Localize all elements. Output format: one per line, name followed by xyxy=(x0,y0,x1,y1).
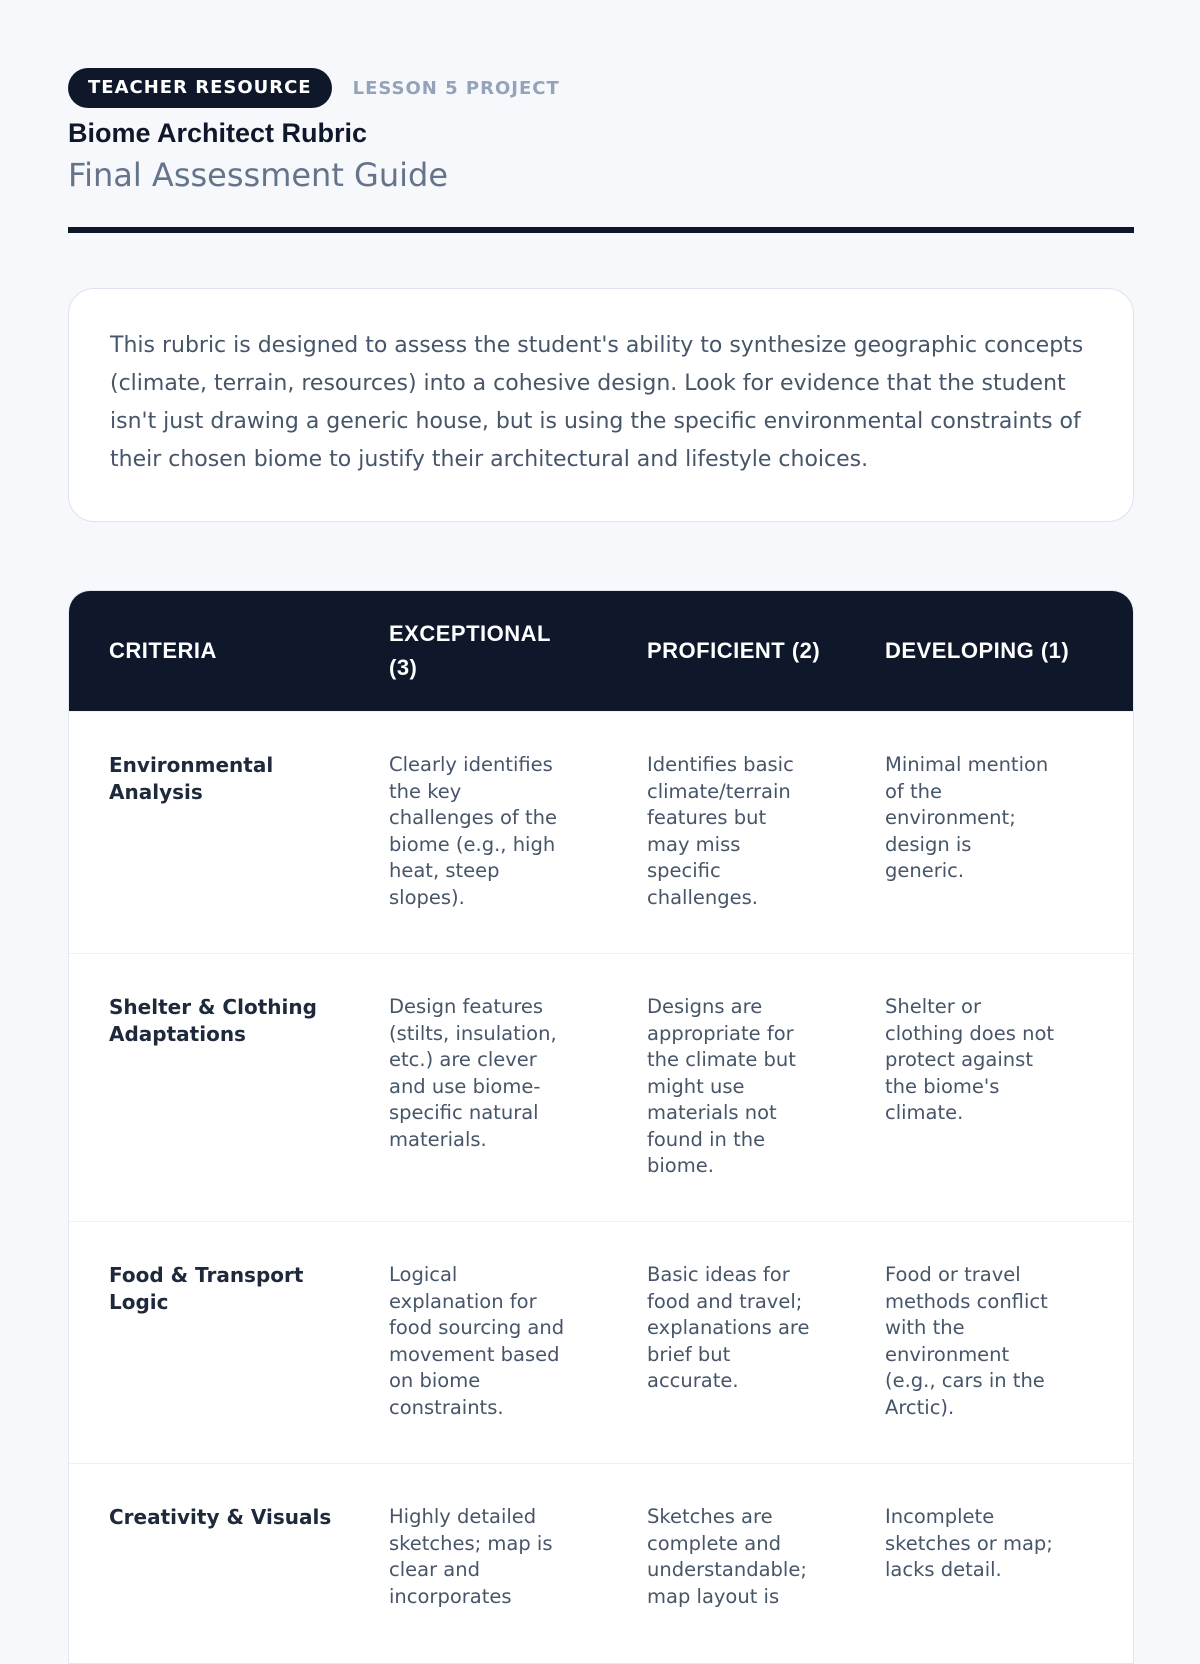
intro-card xyxy=(68,288,1134,522)
proficient-cell xyxy=(647,1262,885,1395)
exceptional-description: Design features (stilts, insulation, etc.) are clever and use biome-specific natural materials. xyxy=(389,995,557,1151)
proficient-description: Designs are appropriate for the climate but might use materials not found in the biome. xyxy=(647,995,796,1177)
proficient-description: Sketches are complete and understandable; map layout is xyxy=(647,1505,807,1608)
exceptional-cell xyxy=(389,752,647,911)
header-label-developing: DEVELOPING (1) xyxy=(885,638,1070,663)
criterion-label: Food & Transport Logic xyxy=(109,1263,304,1314)
header-cell-exceptional xyxy=(389,617,647,685)
proficient-description: Identifies basic climate/terrain features but may miss specific challenges. xyxy=(647,753,794,909)
criterion-cell xyxy=(69,752,389,806)
table-row xyxy=(69,1463,1133,1663)
criterion-cell xyxy=(69,1504,389,1531)
table-row xyxy=(69,1221,1133,1463)
exceptional-cell xyxy=(389,1262,647,1421)
page-subtitle: Final Assessment Guide xyxy=(68,156,449,194)
exceptional-cell xyxy=(389,994,647,1153)
header-cell-proficient xyxy=(647,634,885,668)
header-label-exceptional: EXCEPTIONAL (3) xyxy=(389,621,551,680)
criterion-label: Creativity & Visuals xyxy=(109,1505,332,1529)
proficient-cell xyxy=(647,752,885,911)
developing-description: Incomplete sketches or map; lacks detail. xyxy=(885,1505,1053,1581)
developing-cell xyxy=(885,1262,1133,1421)
developing-description: Food or travel methods conflict with the environment (e.g., cars in the Arctic). xyxy=(885,1263,1048,1419)
developing-cell xyxy=(885,994,1133,1127)
page-title: Biome Architect Rubric xyxy=(68,118,368,148)
teacher-resource-badge: TEACHER RESOURCE xyxy=(68,68,332,108)
header-divider xyxy=(68,227,1134,233)
header-top xyxy=(68,68,560,108)
rubric-header-row xyxy=(69,591,1133,711)
developing-description: Shelter or clothing does not protect against the biome's climate. xyxy=(885,995,1055,1124)
exceptional-description: Highly detailed sketches; map is clear and incorporates xyxy=(389,1505,553,1608)
table-row xyxy=(69,711,1133,953)
header-label-criteria: CRITERIA xyxy=(109,638,217,663)
exceptional-description: Clearly identifies the key challenges of the biome (e.g., high heat, steep slopes). xyxy=(389,753,557,909)
intro-text: This rubric is designed to assess the student's ability to synthesize geographic concepts (climate, terrain, resources) into a cohesive design. Look for evidence that the student isn't just drawing a generic house, but is using the specific environmental constraints of their chosen biome to justify their architectural and lifestyle choices. xyxy=(110,333,1084,472)
proficient-cell xyxy=(647,1504,885,1610)
exceptional-cell xyxy=(389,1504,647,1610)
criterion-label: Environmental Analysis xyxy=(109,753,274,804)
header-cell-criteria xyxy=(69,634,389,668)
exceptional-description: Logical explanation for food sourcing and movement based on biome constraints. xyxy=(389,1263,565,1419)
developing-cell xyxy=(885,1504,1133,1584)
criterion-cell xyxy=(69,1262,389,1316)
lesson-label: LESSON 5 PROJECT xyxy=(352,77,560,99)
proficient-description: Basic ideas for food and travel; explanations are brief but accurate. xyxy=(647,1263,810,1392)
table-row xyxy=(69,953,1133,1221)
criterion-cell xyxy=(69,994,389,1048)
header-cell-developing xyxy=(885,634,1133,668)
criterion-label: Shelter & Clothing Adaptations xyxy=(109,995,317,1046)
developing-cell xyxy=(885,752,1133,885)
rubric-table xyxy=(68,590,1134,1664)
proficient-cell xyxy=(647,994,885,1180)
developing-description: Minimal mention of the environment; design is generic. xyxy=(885,753,1049,882)
header-label-proficient: PROFICIENT (2) xyxy=(647,638,821,663)
